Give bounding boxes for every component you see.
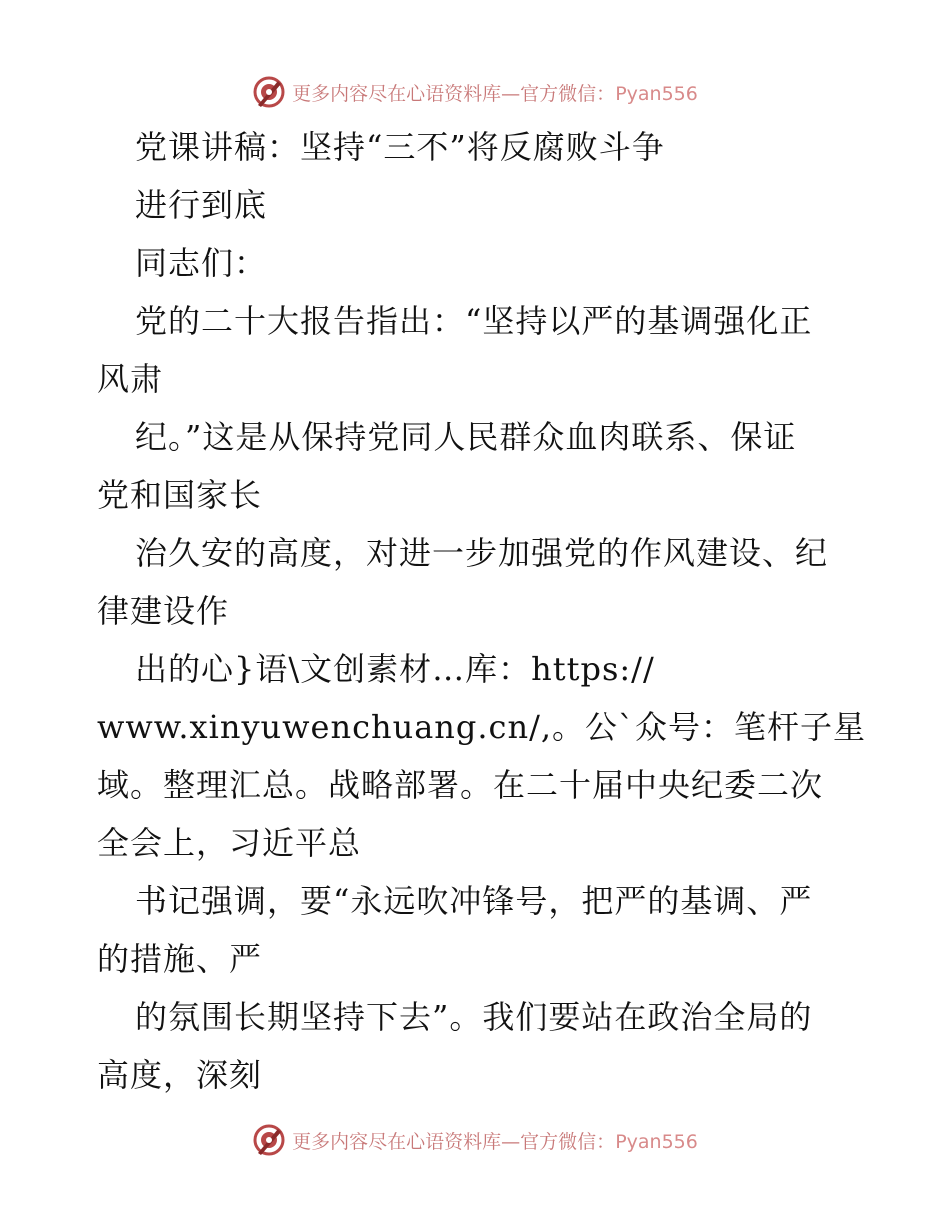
paragraph-line: 的措施、严 (97, 940, 263, 978)
banner-main-text: 更多内容尽在心语资料库 (292, 82, 502, 105)
banner-wechat-id: Pyan556 (615, 82, 698, 105)
banner-wechat-label: 官方微信： (520, 82, 616, 105)
banner-main-text: 更多内容尽在心语资料库 (292, 1130, 502, 1153)
paragraph-line: 治久安的高度，对进一步加强党的作风建设、纪 (135, 534, 829, 572)
pen-logo-icon (252, 1123, 286, 1157)
paragraph-line: 书记强调，要“永远吹冲锋号，把严的基调、严 (135, 882, 813, 920)
banner-separator: — (501, 1130, 521, 1153)
paragraph-line: 党和国家长 (97, 476, 263, 514)
paragraph-line: 高度，深刻 (97, 1056, 263, 1094)
header-banner (0, 72, 950, 112)
title-line-1: 党课讲稿：坚持“三不”将反腐败斗争 (135, 128, 665, 166)
paragraph-line: 全会上，习近平总 (97, 824, 362, 862)
paragraph-line: www.xinyuwenchuang.cn/,。公`众号：笔杆子星 (97, 708, 867, 746)
paragraph-line: 律建设作 (97, 592, 230, 630)
paragraph-line: 的氛围长期坚持下去”。我们要站在政治全局的 (135, 998, 813, 1036)
banner-wechat-label: 官方微信： (520, 1130, 616, 1153)
footer-banner (0, 1120, 950, 1160)
paragraph-line: 纪。”这是从保持党同人民群众血肉联系、保证 (135, 418, 797, 456)
paragraph-line: 风肃 (97, 360, 164, 398)
salutation: 同志们： (135, 244, 268, 282)
pen-logo-icon (252, 75, 286, 109)
document-body (97, 118, 867, 1104)
banner-separator: — (501, 82, 521, 105)
paragraph-line: 域。整理汇总。战略部署。在二十届中央纪委二次 (97, 766, 824, 804)
title-line-2: 进行到底 (135, 186, 268, 224)
banner-wechat-id: Pyan556 (615, 1130, 698, 1153)
paragraph-line: 党的二十大报告指出：“坚持以严的基调强化正 (135, 302, 813, 340)
paragraph-line: 出的心}语\文创素材…库：https:// (135, 650, 655, 688)
